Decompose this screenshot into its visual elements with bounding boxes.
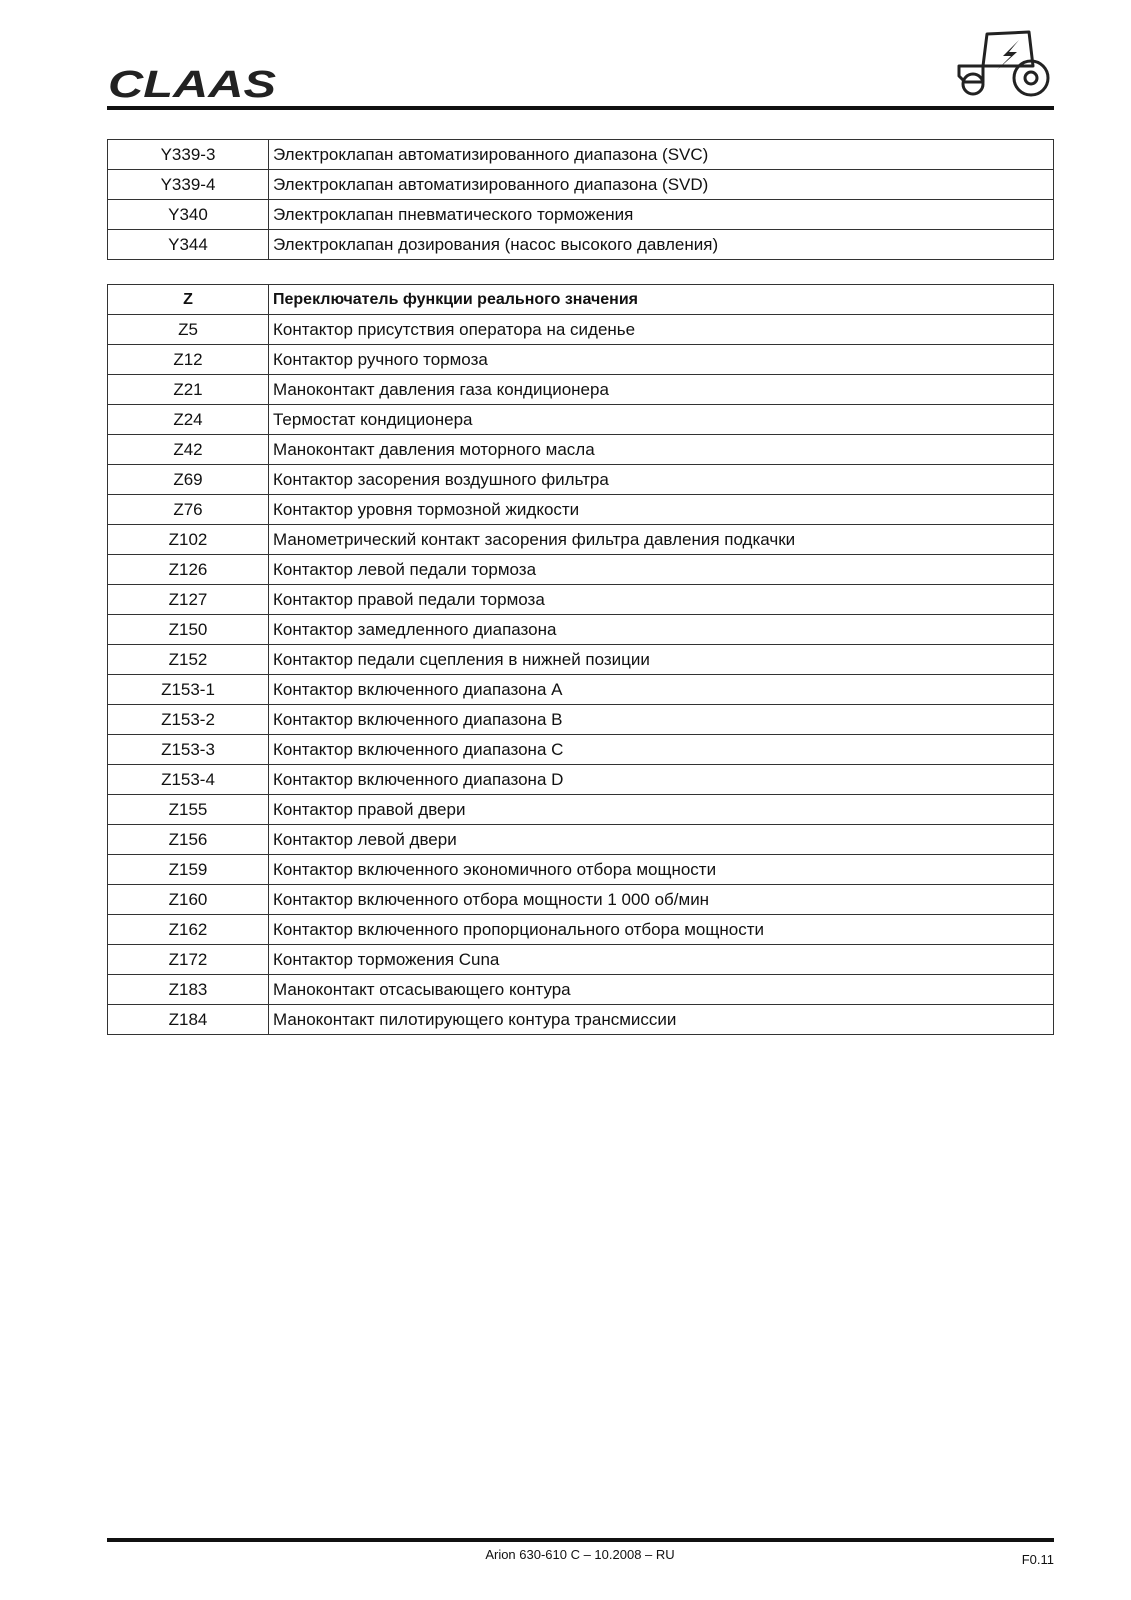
component-code: Z12 bbox=[108, 345, 269, 375]
component-description: Контактор включенного диапазона D bbox=[269, 765, 1054, 795]
table-row bbox=[108, 345, 1054, 375]
footer-rule bbox=[107, 1538, 1054, 1542]
component-description: Контактор уровня тормозной жидкости bbox=[269, 495, 1054, 525]
component-description: Контактор педали сцепления в нижней позиции bbox=[269, 645, 1054, 675]
table-row bbox=[108, 140, 1054, 170]
component-code: Z5 bbox=[108, 315, 269, 345]
table-row bbox=[108, 555, 1054, 585]
table-row bbox=[108, 825, 1054, 855]
table-row bbox=[108, 435, 1054, 465]
component-description: Контактор включенного пропорционального отбора мощности bbox=[269, 915, 1054, 945]
tractor-electric-icon bbox=[953, 26, 1051, 98]
component-description: Контактор присутствия оператора на сиденье bbox=[269, 315, 1054, 345]
table-z bbox=[107, 284, 1054, 1035]
table-row bbox=[108, 465, 1054, 495]
component-description: Контактор включенного экономичного отбора мощности bbox=[269, 855, 1054, 885]
page-number: F0.11 bbox=[1021, 1552, 1054, 1567]
table-row bbox=[108, 675, 1054, 705]
component-code: Z155 bbox=[108, 795, 269, 825]
component-code: Z76 bbox=[108, 495, 269, 525]
table-row bbox=[108, 615, 1054, 645]
table-row bbox=[108, 645, 1054, 675]
component-description: Электроклапан автоматизированного диапазона (SVD) bbox=[269, 170, 1054, 200]
component-code: Z156 bbox=[108, 825, 269, 855]
component-description: Контактор включенного отбора мощности 1 000 об/мин bbox=[269, 885, 1054, 915]
component-code: Z172 bbox=[108, 945, 269, 975]
component-code: Z159 bbox=[108, 855, 269, 885]
table-row bbox=[108, 170, 1054, 200]
component-code: Y339-4 bbox=[108, 170, 269, 200]
table-row bbox=[108, 945, 1054, 975]
table-row bbox=[108, 230, 1054, 260]
table-row bbox=[108, 585, 1054, 615]
component-description: Контактор включенного диапазона C bbox=[269, 735, 1054, 765]
component-code: Z42 bbox=[108, 435, 269, 465]
component-description: Контактор замедленного диапазона bbox=[269, 615, 1054, 645]
component-code: Z102 bbox=[108, 525, 269, 555]
table-row bbox=[108, 795, 1054, 825]
component-description: Маноконтакт отсасывающего контура bbox=[269, 975, 1054, 1005]
component-description: Электроклапан автоматизированного диапазона (SVC) bbox=[269, 140, 1054, 170]
component-description: Маноконтакт пилотирующего контура трансмиссии bbox=[269, 1005, 1054, 1035]
component-code: Z184 bbox=[108, 1005, 269, 1035]
component-code: Z153-4 bbox=[108, 765, 269, 795]
table-row bbox=[108, 1005, 1054, 1035]
component-code: Z153-1 bbox=[108, 675, 269, 705]
component-description: Маноконтакт давления газа кондиционера bbox=[269, 375, 1054, 405]
header-rule bbox=[107, 106, 1054, 110]
component-description: Контактор включенного диапазона A bbox=[269, 675, 1054, 705]
component-code: Z69 bbox=[108, 465, 269, 495]
table-row bbox=[108, 315, 1054, 345]
component-description: Контактор правой педали тормоза bbox=[269, 585, 1054, 615]
component-code: Z126 bbox=[108, 555, 269, 585]
component-code: Z153-2 bbox=[108, 705, 269, 735]
table-row bbox=[108, 495, 1054, 525]
component-description: Контактор торможения Cuna bbox=[269, 945, 1054, 975]
component-code: Y340 bbox=[108, 200, 269, 230]
component-code: Z152 bbox=[108, 645, 269, 675]
component-description: Термостат кондиционера bbox=[269, 405, 1054, 435]
table-row bbox=[108, 915, 1054, 945]
table-row bbox=[108, 405, 1054, 435]
component-code: Y339-3 bbox=[108, 140, 269, 170]
group-title: Переключатель функции реального значения bbox=[269, 285, 1054, 315]
component-code: Z160 bbox=[108, 885, 269, 915]
table-row bbox=[108, 855, 1054, 885]
group-code: Z bbox=[108, 285, 269, 315]
component-description: Контактор правой двери bbox=[269, 795, 1054, 825]
table-row bbox=[108, 705, 1054, 735]
component-description: Манометрический контакт засорения фильтра давления подкачки bbox=[269, 525, 1054, 555]
table-row bbox=[108, 525, 1054, 555]
component-description: Контактор ручного тормоза bbox=[269, 345, 1054, 375]
component-description: Контактор левой двери bbox=[269, 825, 1054, 855]
component-code: Z127 bbox=[108, 585, 269, 615]
table-row bbox=[108, 765, 1054, 795]
component-code: Z162 bbox=[108, 915, 269, 945]
component-code: Z183 bbox=[108, 975, 269, 1005]
claas-logo bbox=[108, 68, 280, 100]
component-description: Электроклапан дозирования (насос высокого давления) bbox=[269, 230, 1054, 260]
component-code: Z24 bbox=[108, 405, 269, 435]
component-description: Контактор включенного диапазона B bbox=[269, 705, 1054, 735]
table-header-row bbox=[108, 285, 1054, 315]
table-row bbox=[108, 885, 1054, 915]
footer-doc-ref: Arion 630-610 C – 10.2008 – RU bbox=[485, 1547, 675, 1562]
component-description: Электроклапан пневматического торможения bbox=[269, 200, 1054, 230]
table-row bbox=[108, 375, 1054, 405]
component-description: Маноконтакт давления моторного масла bbox=[269, 435, 1054, 465]
logo-text: CLAAS bbox=[108, 68, 276, 100]
component-code: Y344 bbox=[108, 230, 269, 260]
table-row bbox=[108, 200, 1054, 230]
table-y bbox=[107, 139, 1054, 260]
table-row bbox=[108, 735, 1054, 765]
component-description: Контактор левой педали тормоза bbox=[269, 555, 1054, 585]
component-description: Контактор засорения воздушного фильтра bbox=[269, 465, 1054, 495]
table-row bbox=[108, 975, 1054, 1005]
component-code: Z150 bbox=[108, 615, 269, 645]
component-code: Z21 bbox=[108, 375, 269, 405]
component-code: Z153-3 bbox=[108, 735, 269, 765]
